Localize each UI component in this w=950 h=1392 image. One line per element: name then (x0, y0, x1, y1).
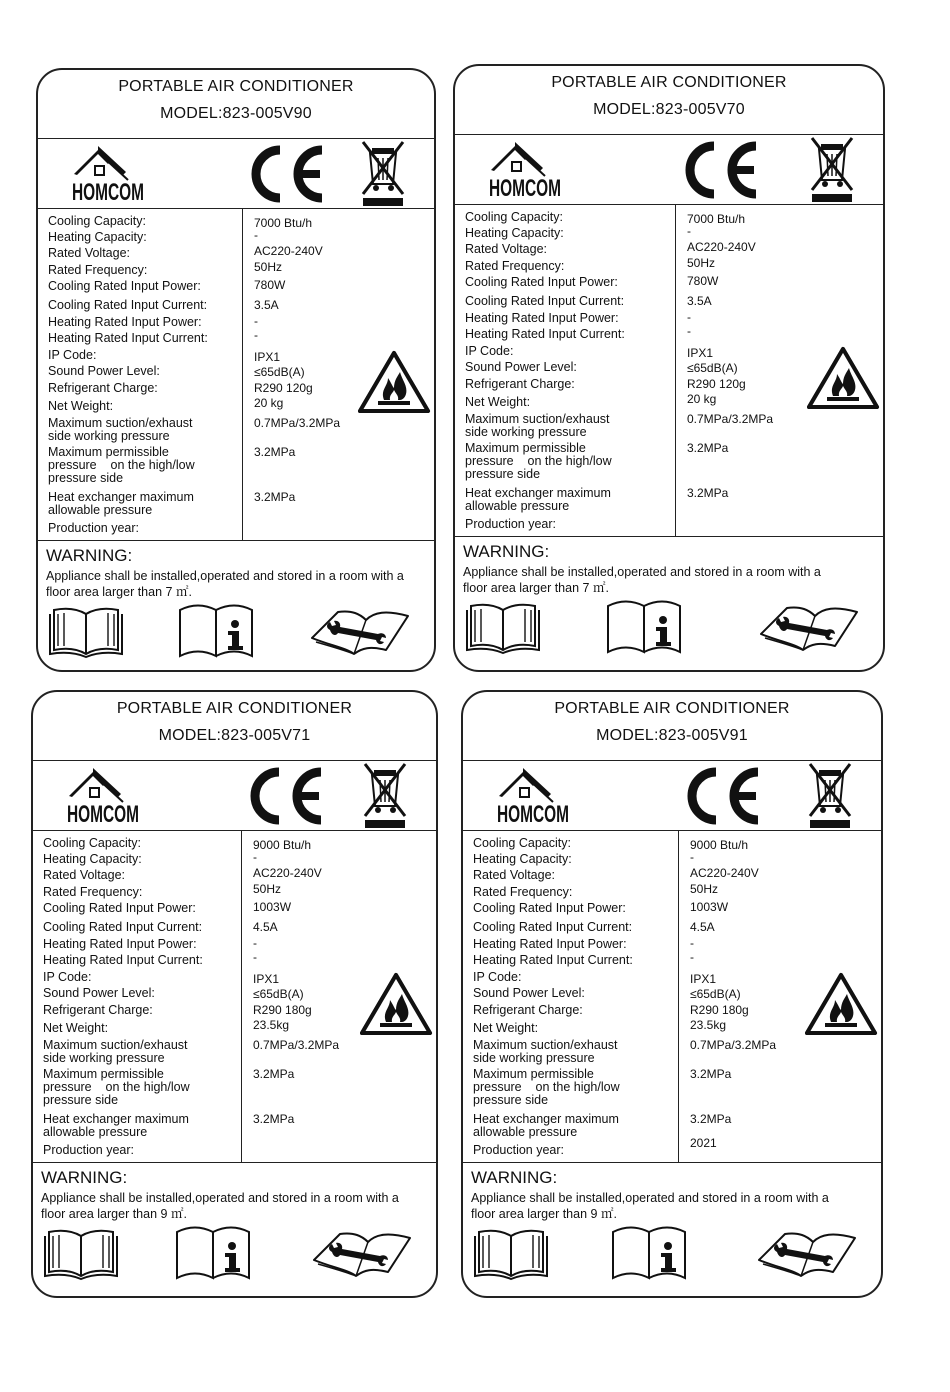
spec-label: Cooling Rated Input Current: (473, 920, 633, 934)
info-manual-icon (175, 1224, 251, 1280)
spec-value: AC220-240V (687, 240, 756, 254)
spec-label: Cooling Capacity: (43, 836, 141, 850)
info-manual-icon (611, 1224, 687, 1280)
spec-value: 4.5A (690, 920, 715, 934)
spec-label: Maximum suction/exhaust side working pressure (465, 412, 610, 439)
model-number: MODEL:823-005V70 (593, 101, 745, 118)
spec-value: 50Hz (687, 256, 716, 270)
rating-label (461, 690, 883, 1298)
spec-label: Rated Frequency: (473, 885, 573, 899)
spec-label: Rated Voltage: (43, 868, 126, 882)
spec-value: - (690, 950, 694, 964)
warning-title: WARNING: (463, 542, 550, 561)
spec-label: Heating Capacity: (465, 226, 564, 240)
spec-label: Cooling Rated Input Current: (48, 298, 208, 312)
open-book-icon (41, 1226, 121, 1280)
spec-value: 23.5kg (253, 1018, 290, 1032)
spec-label: Rated Frequency: (48, 263, 148, 277)
spec-value: 0.7MPa/3.2MPa (690, 1038, 777, 1052)
spec-label: Sound Power Level: (465, 360, 577, 374)
spec-label: Heating Rated Input Current: (43, 953, 203, 967)
spec-value: 3.2MPa (690, 1112, 732, 1126)
info-manual-icon (178, 602, 254, 658)
spec-value: 1003W (253, 900, 292, 914)
spec-value: 1003W (690, 900, 729, 914)
spec-value: - (254, 328, 258, 342)
spec-value: 2021 (690, 1136, 717, 1150)
spec-value: 20 kg (254, 396, 284, 410)
table-divider (678, 830, 679, 1162)
homcom-logo (493, 766, 573, 826)
spec-value: IPX1 (690, 972, 717, 986)
spec-value: AC220-240V (253, 866, 322, 880)
spec-label: Rated Voltage: (465, 242, 548, 256)
rating-label (36, 68, 436, 672)
service-manual-wrench-icon (310, 1228, 414, 1278)
divider (463, 760, 881, 761)
ce-mark-icon (246, 142, 326, 206)
brand-name: HOMCOM (489, 175, 561, 202)
spec-value: 50Hz (254, 260, 283, 274)
spec-label: Refrigerant Charge: (465, 377, 575, 391)
spec-label: Heat exchanger maximum allowable pressure (43, 1112, 189, 1139)
table-divider (241, 830, 242, 1162)
spec-label: IP Code: (48, 348, 97, 362)
spec-label: Net Weight: (465, 395, 531, 409)
spec-label: Heating Capacity: (48, 230, 147, 244)
homcom-logo (63, 766, 143, 826)
rating-label (31, 690, 438, 1298)
spec-label: Sound Power Level: (473, 986, 585, 1000)
spec-label: Production year: (465, 517, 557, 531)
warning-text: Appliance shall be installed,operated and stored in a room with a floor area larger than 7 ㎡. (46, 569, 404, 599)
spec-label: Production year: (43, 1143, 135, 1157)
homcom-logo (68, 144, 148, 204)
ce-mark-icon (680, 138, 760, 202)
table-divider (242, 208, 243, 540)
divider (38, 138, 434, 139)
flammable-warning-icon (807, 346, 879, 410)
spec-label: Heating Rated Input Current: (473, 953, 633, 967)
spec-label: Refrigerant Charge: (48, 381, 158, 395)
crossed-out-wheelie-bin-icon (807, 762, 853, 830)
warning-text: Appliance shall be installed,operated and stored in a room with a floor area larger than 7 ㎡. (463, 565, 821, 595)
spec-label: Heat exchanger maximum allowable pressure (473, 1112, 619, 1139)
warning-title: WARNING: (46, 546, 133, 565)
spec-label: Production year: (473, 1143, 565, 1157)
spec-value: - (687, 324, 691, 338)
spec-label: Heating Capacity: (43, 852, 142, 866)
warning-title: WARNING: (41, 1168, 128, 1187)
spec-value: 780W (254, 278, 286, 292)
model-number: MODEL:823-005V90 (160, 105, 312, 122)
spec-value: 3.2MPa (254, 490, 296, 504)
spec-value: 23.5kg (690, 1018, 727, 1032)
spec-label: Heating Capacity: (473, 852, 572, 866)
spec-label: Rated Frequency: (43, 885, 143, 899)
brand-name: HOMCOM (72, 179, 144, 206)
crossed-out-wheelie-bin-icon (362, 762, 408, 830)
spec-label: Cooling Rated Input Power: (465, 275, 618, 289)
spec-value: 3.2MPa (687, 486, 729, 500)
spec-value: 3.2MPa (253, 1067, 295, 1081)
open-book-icon (46, 604, 126, 658)
divider (38, 540, 434, 541)
spec-value: 20 kg (687, 392, 717, 406)
spec-label: Cooling Rated Input Current: (43, 920, 203, 934)
spec-value: 3.2MPa (253, 1112, 295, 1126)
spec-value: R290 180g (690, 1003, 749, 1017)
info-manual-icon (606, 598, 682, 654)
brand-name: HOMCOM (497, 801, 569, 828)
brand-name: HOMCOM (67, 801, 139, 828)
crossed-out-wheelie-bin-icon (809, 136, 855, 204)
spec-label: Rated Voltage: (473, 868, 556, 882)
spec-value: - (254, 228, 258, 242)
table-divider (675, 204, 676, 536)
spec-value: 3.2MPa (690, 1067, 732, 1081)
spec-label: Heating Rated Input Current: (48, 331, 208, 345)
spec-value: 0.7MPa/3.2MPa (687, 412, 774, 426)
spec-label: Cooling Capacity: (48, 214, 146, 228)
spec-label: IP Code: (473, 970, 522, 984)
spec-value: AC220-240V (690, 866, 759, 880)
spec-value: ≤65dB(A) (690, 987, 741, 1001)
label-title: PORTABLE AIR CONDITIONER (118, 78, 354, 95)
spec-label: IP Code: (43, 970, 92, 984)
spec-label: Heating Rated Input Power: (465, 311, 619, 325)
crossed-out-wheelie-bin-icon (360, 140, 406, 208)
spec-value: 0.7MPa/3.2MPa (253, 1038, 340, 1052)
warning-text: Appliance shall be installed,operated and stored in a room with a floor area larger than 9 ㎡. (471, 1191, 829, 1221)
spec-value: - (253, 936, 257, 950)
service-manual-wrench-icon (755, 1228, 859, 1278)
spec-value: 9000 Btu/h (690, 838, 749, 852)
spec-label: Production year: (48, 521, 140, 535)
spec-label: Cooling Rated Input Power: (48, 279, 201, 293)
spec-label: Refrigerant Charge: (473, 1003, 583, 1017)
spec-value: 3.5A (687, 294, 712, 308)
homcom-logo (485, 140, 565, 200)
flammable-warning-icon (358, 350, 430, 414)
spec-value: IPX1 (687, 346, 714, 360)
ce-mark-icon (245, 764, 325, 828)
label-title: PORTABLE AIR CONDITIONER (116, 700, 353, 717)
spec-value: - (254, 314, 258, 328)
model-number: MODEL:823-005V71 (158, 727, 311, 744)
spec-value: 50Hz (253, 882, 282, 896)
spec-value: ≤65dB(A) (254, 365, 305, 379)
spec-value: 7000 Btu/h (687, 212, 746, 226)
spec-value: ≤65dB(A) (253, 987, 304, 1001)
spec-label: Net Weight: (43, 1021, 109, 1035)
spec-value: R290 120g (254, 381, 313, 395)
spec-value: 0.7MPa/3.2MPa (254, 416, 341, 430)
spec-value: 3.2MPa (687, 441, 729, 455)
spec-label: Heat exchanger maximum allowable pressure (465, 486, 611, 513)
spec-label: Maximum suction/exhaust side working pressure (473, 1038, 618, 1065)
warning-title: WARNING: (471, 1168, 558, 1187)
spec-label: Net Weight: (473, 1021, 539, 1035)
spec-label: Rated Frequency: (465, 259, 565, 273)
divider (33, 830, 436, 831)
spec-value: IPX1 (253, 972, 280, 986)
spec-label: Maximum permissible pressure on the high/low pressure side (465, 441, 612, 481)
divider (455, 536, 883, 537)
spec-value: 3.2MPa (254, 445, 296, 459)
spec-label: Rated Voltage: (48, 246, 131, 260)
spec-label: Heating Rated Input Current: (465, 327, 625, 341)
spec-value: - (690, 850, 694, 864)
spec-value: 780W (687, 274, 719, 288)
spec-label: Maximum permissible pressure on the high/low pressure side (43, 1067, 190, 1107)
divider (33, 1162, 436, 1163)
spec-value: AC220-240V (254, 244, 323, 258)
spec-label: Maximum suction/exhaust side working pressure (48, 416, 193, 443)
label-title: PORTABLE AIR CONDITIONER (554, 700, 790, 717)
service-manual-wrench-icon (757, 602, 861, 652)
spec-label: Sound Power Level: (43, 986, 155, 1000)
spec-value: R290 180g (253, 1003, 312, 1017)
divider (33, 760, 436, 761)
spec-value: - (690, 936, 694, 950)
spec-label: Cooling Rated Input Power: (43, 901, 196, 915)
spec-value: 9000 Btu/h (253, 838, 312, 852)
divider (455, 134, 883, 135)
spec-value: IPX1 (254, 350, 281, 364)
spec-label: Cooling Capacity: (473, 836, 571, 850)
rating-label (453, 64, 885, 672)
divider (455, 204, 883, 205)
open-book-icon (471, 1226, 551, 1280)
spec-label: Net Weight: (48, 399, 114, 413)
ce-mark-icon (682, 764, 762, 828)
flammable-warning-icon (360, 972, 432, 1036)
label-title: PORTABLE AIR CONDITIONER (551, 74, 787, 91)
service-manual-wrench-icon (308, 606, 412, 656)
spec-label: Cooling Capacity: (465, 210, 563, 224)
spec-value: 4.5A (253, 920, 278, 934)
spec-label: Heating Rated Input Power: (473, 937, 627, 951)
warning-text: Appliance shall be installed,operated and stored in a room with a floor area larger than 9 ㎡. (41, 1191, 399, 1221)
spec-label: Cooling Rated Input Power: (473, 901, 626, 915)
spec-value: ≤65dB(A) (687, 361, 738, 375)
divider (463, 1162, 881, 1163)
model-number: MODEL:823-005V91 (596, 727, 748, 744)
spec-value: 3.5A (254, 298, 279, 312)
spec-label: Maximum permissible pressure on the high/low pressure side (48, 445, 195, 485)
spec-value: - (687, 310, 691, 324)
spec-label: Sound Power Level: (48, 364, 160, 378)
spec-label: Heat exchanger maximum allowable pressure (48, 490, 194, 517)
spec-label: Refrigerant Charge: (43, 1003, 153, 1017)
spec-label: IP Code: (465, 344, 514, 358)
spec-value: - (253, 850, 257, 864)
spec-value: 7000 Btu/h (254, 216, 313, 230)
spec-value: 50Hz (690, 882, 719, 896)
spec-label: Cooling Rated Input Current: (465, 294, 625, 308)
spec-value: - (687, 224, 691, 238)
spec-label: Maximum suction/exhaust side working pressure (43, 1038, 188, 1065)
spec-value: - (253, 950, 257, 964)
divider (463, 830, 881, 831)
spec-label: Heating Rated Input Power: (43, 937, 197, 951)
open-book-icon (463, 600, 543, 654)
divider (38, 208, 434, 209)
spec-label: Heating Rated Input Power: (48, 315, 202, 329)
flammable-warning-icon (805, 972, 877, 1036)
spec-value: R290 120g (687, 377, 746, 391)
spec-label: Maximum permissible pressure on the high/low pressure side (473, 1067, 620, 1107)
